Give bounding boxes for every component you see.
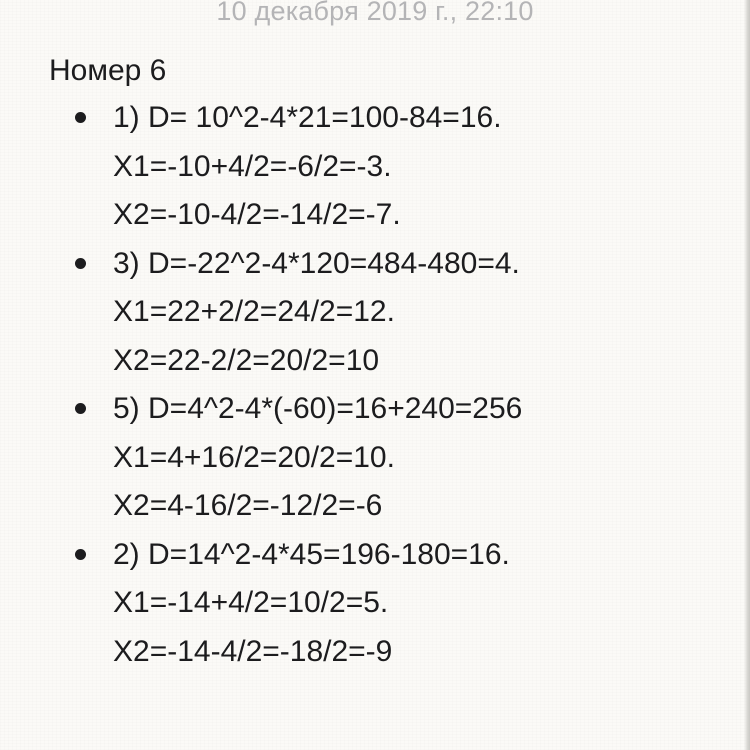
list-item-line[interactable]: X1=-14+4/2=10/2=5.	[113, 586, 389, 619]
bullet-icon	[75, 403, 86, 414]
bullet-icon	[75, 258, 86, 269]
list-item-line[interactable]: 1) D= 10^2-4*21=100-84=16.	[113, 101, 502, 134]
list-item-line[interactable]: 3) D=-22^2-4*120=484-480=4.	[113, 246, 520, 280]
list-item-line[interactable]: X2=-10-4/2=-14/2=-7.	[113, 198, 401, 231]
list-item[interactable]	[0, 244, 522, 390]
note-title[interactable]: Номер 6	[49, 54, 167, 87]
list-item-line[interactable]: X1=22+2/2=24/2=12.	[113, 295, 395, 328]
list-item-line[interactable]: X2=4-16/2=-12/2=-6	[113, 489, 383, 522]
list-item-line[interactable]: X1=-10+4/2=-6/2=-3.	[113, 149, 392, 183]
bullet-icon	[75, 112, 86, 123]
note-timestamp: 10 декабря 2019 г., 22:10	[216, 0, 534, 26]
list-item-line[interactable]: X2=22-2/2=20/2=10	[113, 343, 380, 377]
list-item-line[interactable]: 2) D=14^2-4*45=196-180=16.	[113, 537, 510, 571]
bullet-list	[0, 98, 522, 680]
bullet-icon	[75, 549, 86, 560]
list-item[interactable]	[0, 98, 522, 244]
list-item-line[interactable]: X2=-14-4/2=-18/2=-9	[113, 634, 393, 668]
scroll-edge	[744, 0, 750, 750]
list-item-line[interactable]: X1=4+16/2=20/2=10.	[113, 440, 395, 474]
list-item[interactable]	[0, 389, 522, 535]
list-item-line[interactable]: 5) D=4^2-4*(-60)=16+240=256	[113, 392, 523, 425]
list-item[interactable]	[0, 535, 522, 681]
